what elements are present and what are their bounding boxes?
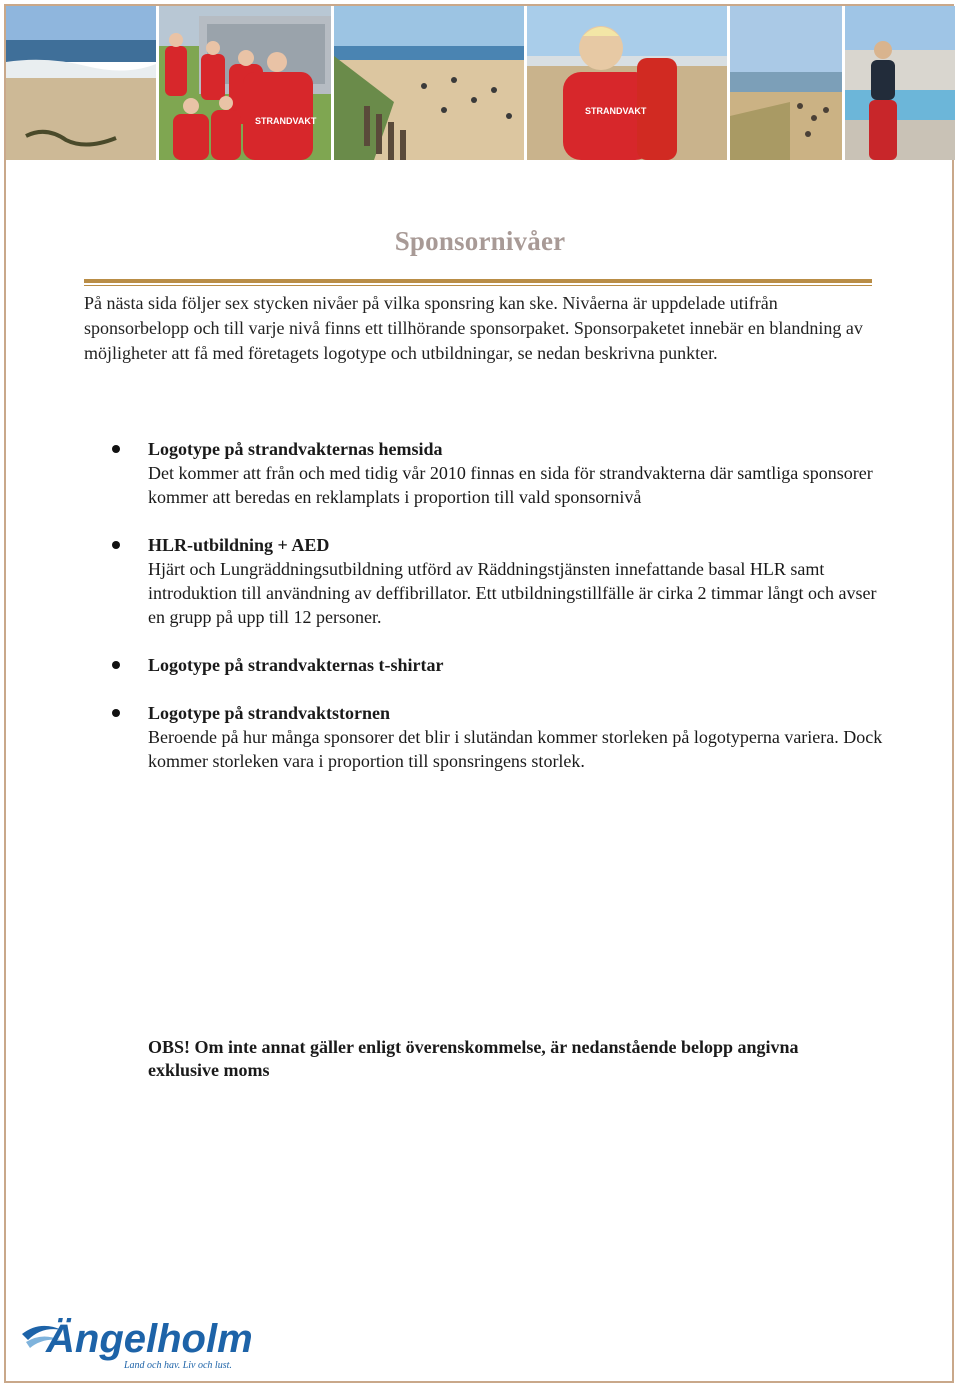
bullet-item-hlr-training [112,533,892,629]
lifeguards-group-photo [159,6,331,160]
logo-wordmark: Ängelholm [46,1317,253,1361]
bullet-icon [112,661,120,669]
bullet-list [112,437,892,797]
beach-shore-photo [6,6,156,160]
bullet-icon [112,445,120,453]
shirt-text: STRANDVAKT [255,116,317,126]
beach-crowd-photo [730,6,842,160]
bullet-item-tower-logo [112,701,892,773]
title-divider [84,279,872,286]
photo-strip [6,6,952,160]
bullet-heading: Logotype på strandvakternas t-shirtar [148,655,444,675]
angelholm-logo [20,1306,260,1372]
bullet-item-tshirt-logo [112,653,892,677]
pool-lifeguard-photo [845,6,955,160]
bullet-body: Beroende på hur många sponsorer det blir i slutändan kommer storleken på logotyperna variera. Dock kommer storleken vara i proportion till sponsringens storlek. [148,727,883,771]
bullet-heading: Logotype på strandvakternas hemsida [148,439,443,459]
logo-tagline: Land och hav. Liv och lust. [124,1360,232,1371]
bullet-item-website-logo [112,437,892,509]
vat-note: OBS! Om inte annat gäller enligt överenskommelse, är nedanstående belopp angivna exklusive moms [148,1037,799,1080]
shirt-text: STRANDVAKT [585,106,647,116]
bullet-heading: Logotype på strandvaktstornen [148,703,391,723]
bullet-icon [112,709,120,717]
intro-paragraph: På nästa sida följer sex stycken nivåer på vilka sponsring kan ske. Nivåerna är uppdelade utifrån sponsorbelopp och till varje nivå finns ett tillhörande sponsorpaket. Sponsorpaketet innebär en blandning av möjligheter att få med företagets logotype och utbildningar, se nedan beskrivna punkter. [84,293,863,363]
page-title: Sponsornivåer [394,226,566,256]
lifeguard-with-buoy-photo [527,6,727,160]
bullet-body: Det kommer att från och med tidig vår 2010 finnas en sida för strandvakterna där samtliga sponsorer kommer att beredas en reklamplats i proportion till vald sponsornivå [148,463,873,507]
bullet-icon [112,541,120,549]
bullet-heading: HLR-utbildning + AED [148,535,330,555]
bullet-body: Hjärt och Lungräddningsutbildning utförd av Räddningstjänsten innefattande basal HLR samt introduktion till användning av deffibrillator. Ett utbildningstillfälle är cirka 2 timmar långt och avser en grupp på upp till 12 personer. [148,559,877,627]
crowded-beach-photo [334,6,524,160]
